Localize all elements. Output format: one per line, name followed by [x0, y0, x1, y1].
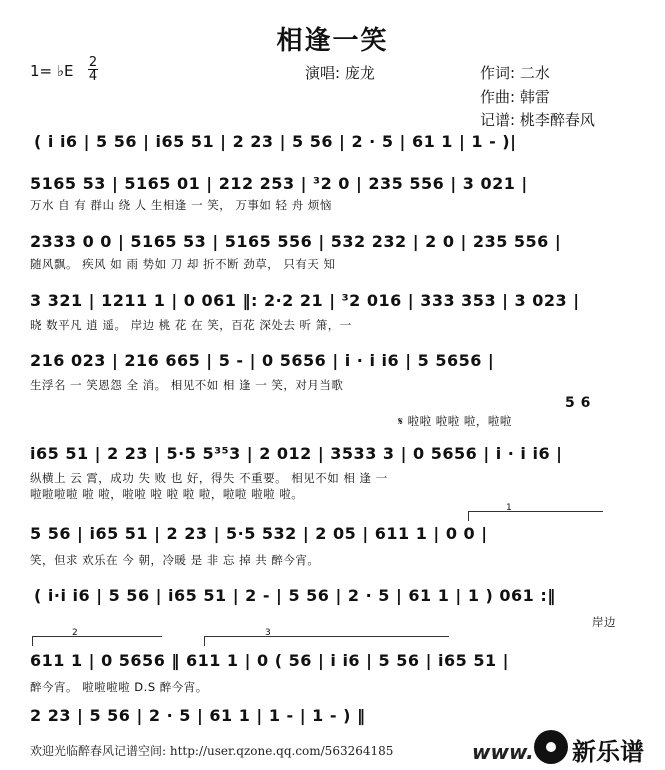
score-line-2: 5165 53 | 5165 01 | 212 253 | ³2 0 | 235 556 | 3 021 |: [30, 174, 528, 193]
composer-credit: 作曲: 韩雷: [480, 88, 550, 106]
lyric-line-4: 晓 数平凡 逍 遥。 岸边 桃 花 在 笑，百花 深处去 听 箫，一: [30, 318, 352, 332]
harmony-lyric: 𝄋 啦啦 啦啦 啦，啦啦: [398, 414, 512, 428]
volta-1-label: 1: [506, 503, 512, 513]
score-line-5: 216 023 | 216 665 | 5 - | 0 5656 | i · i i6 | 5 5656 |: [30, 351, 495, 370]
volta-1-left: [468, 511, 469, 521]
footer-text: 欢迎光临醉春风记谱空间: http://user.qzone.qq.com/563264185: [30, 744, 394, 758]
score-line-7: 5 56 | i65 51 | 2 23 | 5·5 532 | 2 05 | 611 1 | 0 0 |: [30, 524, 488, 543]
score-line-9: 611 1 | 0 5656 ‖ 611 1 | 0 ( 56 | i i6 | 5 56 | i65 51 |: [30, 651, 509, 670]
lyricist-credit: 作词: 二水: [480, 64, 550, 82]
lyric-line-2: 万水 自 有 群山 绕 人 生相逢 一 笑， 万事如 轻 舟 烦恼: [30, 198, 332, 212]
time-sig-bottom: 4: [88, 69, 98, 84]
lyric-line-6: 纵横上 云 霄，成功 失 败 也 好，得失 不重要。 相见不如 相 逢 一: [30, 471, 388, 485]
volta-3-bracket: [204, 636, 449, 637]
volta-1-bracket: [468, 511, 603, 512]
volta-2-left: [32, 636, 33, 646]
lyric-line-3: 随风飘。 疾风 如 雨 势如 刀 却 折不断 劲草， 只有天 知: [30, 257, 336, 271]
volta-2-label: 2: [72, 628, 78, 638]
score-line-6: i65 51 | 2 23 | 5·5 5³⁵3 | 2 012 | 3533 3 | 0 5656 | i · i i6 |: [30, 444, 563, 463]
song-title: 相逢一笑: [276, 26, 389, 56]
lyric-line-6b: 啦啦啦啦 啦 啦，啦啦 啦 啦 啦 啦，啦啦 啦啦 啦。: [30, 487, 304, 501]
key-signature: 1= ♭E: [30, 62, 74, 80]
lyric-line-8: 岸边: [592, 615, 616, 629]
harmony-notes: 5 6: [565, 395, 591, 411]
time-signature: [88, 56, 98, 83]
lyric-line-5: 生浮名 一 笑恩怨 全 消。 相见不如 相 逢 一 笑，对月当歌: [30, 378, 344, 392]
volta-3-label: 3: [265, 628, 271, 638]
volta-3-left: [204, 636, 205, 646]
score-line-4: 3 321 | 1211 1 | 0 061 ‖: 2·2 21 | ³2 016 | 333 353 | 3 023 |: [30, 291, 580, 310]
score-line-8: ( i·i i6 | 5 56 | i65 51 | 2 - | 5 56 | 2 · 5 | 61 1 | 1 ) 061 :‖: [34, 586, 556, 605]
lyric-line-7: 笑，但求 欢乐在 今 朝，冷暖 是 非 忘 掉 共 醉今宵。: [30, 553, 320, 567]
logo-www: www.: [472, 740, 534, 764]
score-line-1: ( i i6 | 5 56 | i65 51 | 2 23 | 5 56 | 2 · 5 | 61 1 | 1 - )|: [34, 132, 517, 151]
lyric-line-9: 醉今宵。 啦啦啦啦 D.S 醉今宵。: [30, 680, 208, 694]
time-sig-top: 2: [88, 55, 98, 70]
score-line-3: 2333 0 0 | 5165 53 | 5165 556 | 532 232 | 2 0 | 235 556 |: [30, 232, 562, 251]
score-line-10: 2 23 | 5 56 | 2 · 5 | 61 1 | 1 - | 1 - ) ‖: [30, 706, 366, 725]
logo-text: 新乐谱: [572, 738, 644, 766]
volta-2-bracket: [32, 636, 162, 637]
disc-icon: [534, 730, 568, 764]
transcriber-credit: 记谱: 桃李醉春风: [480, 111, 595, 129]
singer-credit: 演唱: 庞龙: [305, 64, 375, 82]
